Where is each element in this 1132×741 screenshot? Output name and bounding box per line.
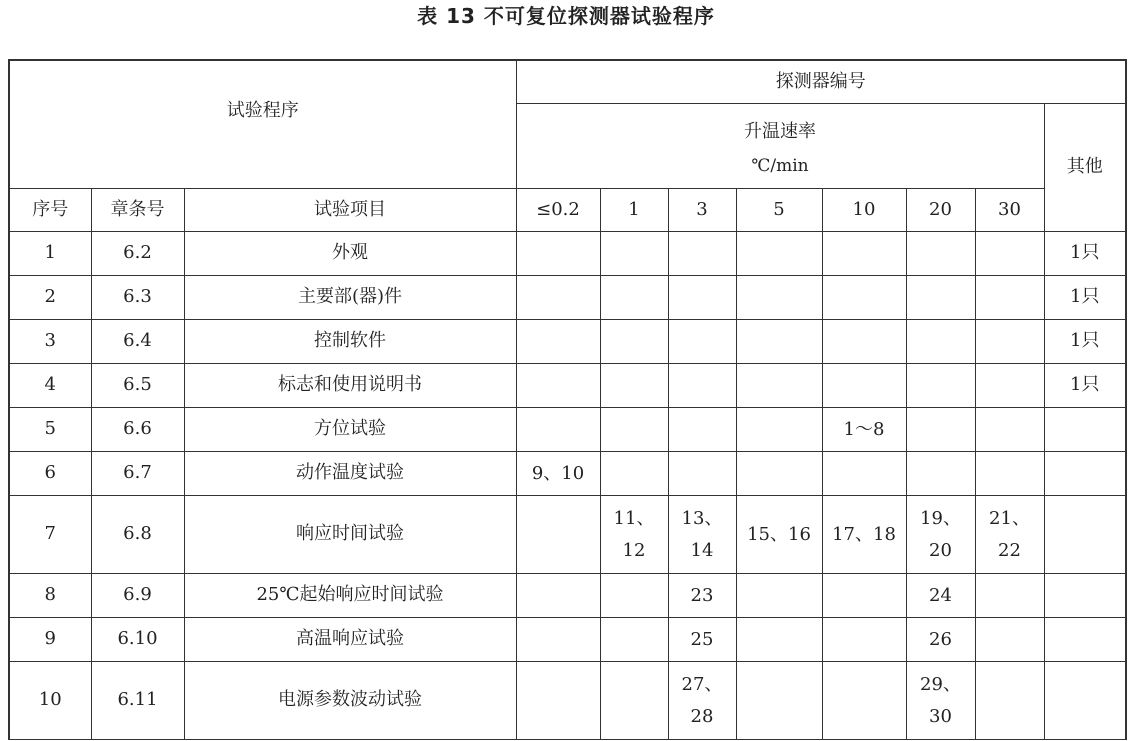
header-detector-number: 探测器编号 — [516, 60, 1126, 104]
row-rate-cell: 19、 20 — [906, 496, 975, 574]
header-rate-2: 3 — [668, 189, 736, 232]
row-rate-cell — [822, 320, 906, 364]
table-row — [9, 408, 1126, 452]
row-rate-cell — [668, 320, 736, 364]
header-heating-rate — [516, 104, 1044, 189]
row-rate-cell — [668, 364, 736, 408]
row-rate-cell: 13、 14 — [668, 496, 736, 574]
table-row — [9, 662, 1126, 740]
row-clause: 6.4 — [91, 320, 184, 364]
row-rate-cell — [516, 408, 600, 452]
row-rate-cell: 1～8 — [822, 408, 906, 452]
row-rate-cell — [906, 408, 975, 452]
row-seq: 6 — [9, 452, 91, 496]
row-other: 1只 — [1044, 232, 1126, 276]
row-other: 1只 — [1044, 276, 1126, 320]
row-item: 25℃起始响应时间试验 — [184, 574, 516, 618]
header-rate-5: 20 — [906, 189, 975, 232]
header-other: 其他 — [1044, 104, 1126, 232]
row-clause: 6.11 — [91, 662, 184, 740]
row-rate-cell — [600, 320, 668, 364]
row-rate-cell — [822, 618, 906, 662]
table-caption: 表 13 不可复位探测器试验程序 — [417, 4, 715, 28]
table-row — [9, 618, 1126, 662]
row-rate-cell: 24 — [906, 574, 975, 618]
row-rate-cell — [516, 662, 600, 740]
heating-rate-unit: ℃/min — [751, 156, 809, 176]
row-rate-cell — [906, 452, 975, 496]
row-seq: 2 — [9, 276, 91, 320]
row-rate-cell — [668, 452, 736, 496]
row-rate-cell — [975, 408, 1044, 452]
row-rate-cell — [975, 662, 1044, 740]
table-row — [9, 232, 1126, 276]
row-seq: 7 — [9, 496, 91, 574]
row-rate-cell — [736, 408, 822, 452]
row-rate-cell — [822, 452, 906, 496]
row-seq: 3 — [9, 320, 91, 364]
row-rate-cell — [736, 574, 822, 618]
row-clause: 6.10 — [91, 618, 184, 662]
row-rate-cell — [736, 232, 822, 276]
row-item: 标志和使用说明书 — [184, 364, 516, 408]
row-clause: 6.8 — [91, 496, 184, 574]
row-rate-cell — [668, 276, 736, 320]
row-rate-cell — [822, 232, 906, 276]
header-clause: 章条号 — [91, 189, 184, 232]
row-clause: 6.7 — [91, 452, 184, 496]
table-row — [9, 574, 1126, 618]
row-rate-cell — [736, 276, 822, 320]
row-seq: 1 — [9, 232, 91, 276]
row-rate-cell — [516, 618, 600, 662]
row-rate-cell: 11、 12 — [600, 496, 668, 574]
row-rate-cell — [975, 232, 1044, 276]
row-rate-cell — [906, 364, 975, 408]
row-rate-cell — [600, 232, 668, 276]
row-rate-cell — [600, 452, 668, 496]
row-item: 响应时间试验 — [184, 496, 516, 574]
row-rate-cell: 21、 22 — [975, 496, 1044, 574]
row-rate-cell — [975, 320, 1044, 364]
row-seq: 5 — [9, 408, 91, 452]
row-rate-cell — [906, 232, 975, 276]
row-other: 1只 — [1044, 320, 1126, 364]
row-rate-cell — [906, 276, 975, 320]
header-procedure: 试验程序 — [9, 60, 516, 189]
header-rate-4: 10 — [822, 189, 906, 232]
header-item: 试验项目 — [184, 189, 516, 232]
heating-rate-title: 升温速率 — [744, 121, 816, 142]
row-item: 动作温度试验 — [184, 452, 516, 496]
table-row — [9, 452, 1126, 496]
header-rate-1: 1 — [600, 189, 668, 232]
row-rate-cell — [736, 618, 822, 662]
row-rate-cell: 25 — [668, 618, 736, 662]
row-rate-cell — [600, 408, 668, 452]
row-rate-cell — [822, 276, 906, 320]
row-rate-cell — [975, 574, 1044, 618]
row-rate-cell — [516, 276, 600, 320]
row-seq: 9 — [9, 618, 91, 662]
row-seq: 8 — [9, 574, 91, 618]
test-procedure-table — [8, 59, 1127, 740]
row-rate-cell — [975, 276, 1044, 320]
row-rate-cell: 29、 30 — [906, 662, 975, 740]
row-rate-cell — [600, 618, 668, 662]
row-clause: 6.3 — [91, 276, 184, 320]
row-rate-cell — [736, 662, 822, 740]
row-item: 电源参数波动试验 — [184, 662, 516, 740]
table-row — [9, 320, 1126, 364]
row-seq: 4 — [9, 364, 91, 408]
row-rate-cell — [822, 574, 906, 618]
row-rate-cell — [668, 408, 736, 452]
row-other: 1只 — [1044, 364, 1126, 408]
row-rate-cell — [516, 232, 600, 276]
row-rate-cell — [516, 364, 600, 408]
row-rate-cell — [736, 364, 822, 408]
row-rate-cell — [668, 232, 736, 276]
row-other — [1044, 662, 1126, 740]
header-rate-0: ≤0.2 — [516, 189, 600, 232]
row-rate-cell — [600, 574, 668, 618]
row-rate-cell — [736, 452, 822, 496]
row-item: 高温响应试验 — [184, 618, 516, 662]
row-rate-cell — [822, 364, 906, 408]
row-item: 主要部(器)件 — [184, 276, 516, 320]
table-row — [9, 276, 1126, 320]
row-rate-cell: 26 — [906, 618, 975, 662]
row-other — [1044, 618, 1126, 662]
row-other — [1044, 408, 1126, 452]
row-rate-cell: 15、16 — [736, 496, 822, 574]
row-rate-cell — [516, 574, 600, 618]
row-rate-cell — [975, 452, 1044, 496]
row-item: 方位试验 — [184, 408, 516, 452]
row-clause: 6.6 — [91, 408, 184, 452]
row-rate-cell — [600, 276, 668, 320]
row-rate-cell — [906, 320, 975, 364]
header-rate-6: 30 — [975, 189, 1044, 232]
row-rate-cell — [600, 662, 668, 740]
row-rate-cell — [975, 364, 1044, 408]
header-seq: 序号 — [9, 189, 91, 232]
row-rate-cell: 17、18 — [822, 496, 906, 574]
row-rate-cell — [600, 364, 668, 408]
row-rate-cell — [736, 320, 822, 364]
row-rate-cell: 9、10 — [516, 452, 600, 496]
row-other — [1044, 452, 1126, 496]
row-rate-cell: 23 — [668, 574, 736, 618]
row-other — [1044, 574, 1126, 618]
row-rate-cell — [822, 662, 906, 740]
row-clause: 6.9 — [91, 574, 184, 618]
header-rate-3: 5 — [736, 189, 822, 232]
row-rate-cell: 27、 28 — [668, 662, 736, 740]
row-seq: 10 — [9, 662, 91, 740]
row-rate-cell — [516, 320, 600, 364]
row-rate-cell — [975, 618, 1044, 662]
row-clause: 6.5 — [91, 364, 184, 408]
table-row — [9, 364, 1126, 408]
row-other — [1044, 496, 1126, 574]
row-clause: 6.2 — [91, 232, 184, 276]
row-rate-cell — [516, 496, 600, 574]
table-row — [9, 496, 1126, 574]
row-item: 控制软件 — [184, 320, 516, 364]
row-item: 外观 — [184, 232, 516, 276]
